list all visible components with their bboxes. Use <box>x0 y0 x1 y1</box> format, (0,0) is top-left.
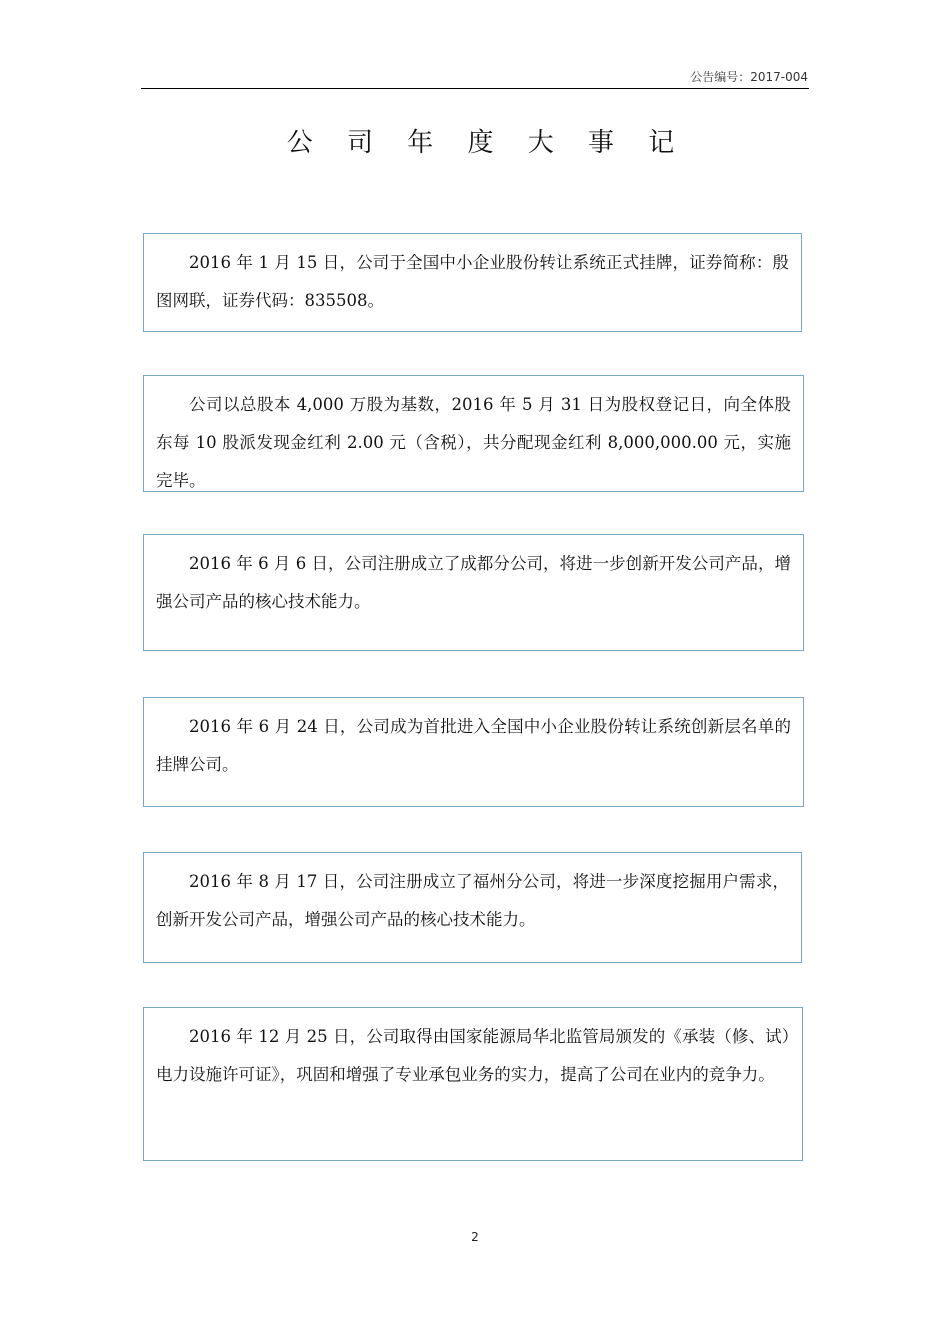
event-text: 公司以总股本 4,000 万股为基数，2016 年 5 月 31 日为股权登记日，向全体股东每 10 股派发现金红利 2.00 元（含税），共分配现金红利 8,000,000.00 元，实施完毕。 <box>156 395 791 490</box>
event-text: 2016 年 6 月 24 日，公司成为首批进入全国中小企业股份转让系统创新层名单的挂牌公司。 <box>156 717 791 774</box>
event-box-3 <box>143 534 804 651</box>
event-box-6 <box>143 1007 803 1161</box>
event-text: 2016 年 6 月 6 日，公司注册成立了成都分公司，将进一步创新开发公司产品，增强公司产品的核心技术能力。 <box>156 554 791 611</box>
event-box-2 <box>143 375 804 492</box>
event-box-4 <box>143 697 804 807</box>
event-text: 2016 年 8 月 17 日，公司注册成立了福州分公司，将进一步深度挖掘用户需求，创新开发公司产品，增强公司产品的核心技术能力。 <box>156 872 789 929</box>
event-text: 2016 年 1 月 15 日，公司于全国中小企业股份转让系统正式挂牌，证券简称：殷图网联，证券代码：835508。 <box>156 253 789 310</box>
event-box-5 <box>143 852 802 963</box>
page-number: 2 <box>471 1230 479 1244</box>
event-box-1 <box>143 233 802 332</box>
page-title: 公 司 年 度 大 事 记 <box>286 128 688 158</box>
header-divider <box>141 88 809 89</box>
event-text: 2016 年 12 月 25 日，公司取得由国家能源局华北监管局颁发的《承装（修、试）电力设施许可证》，巩固和增强了专业承包业务的实力，提高了公司在业内的竞争力。 <box>156 1027 790 1084</box>
announcement-code: 公告编号：2017-004 <box>690 70 808 84</box>
